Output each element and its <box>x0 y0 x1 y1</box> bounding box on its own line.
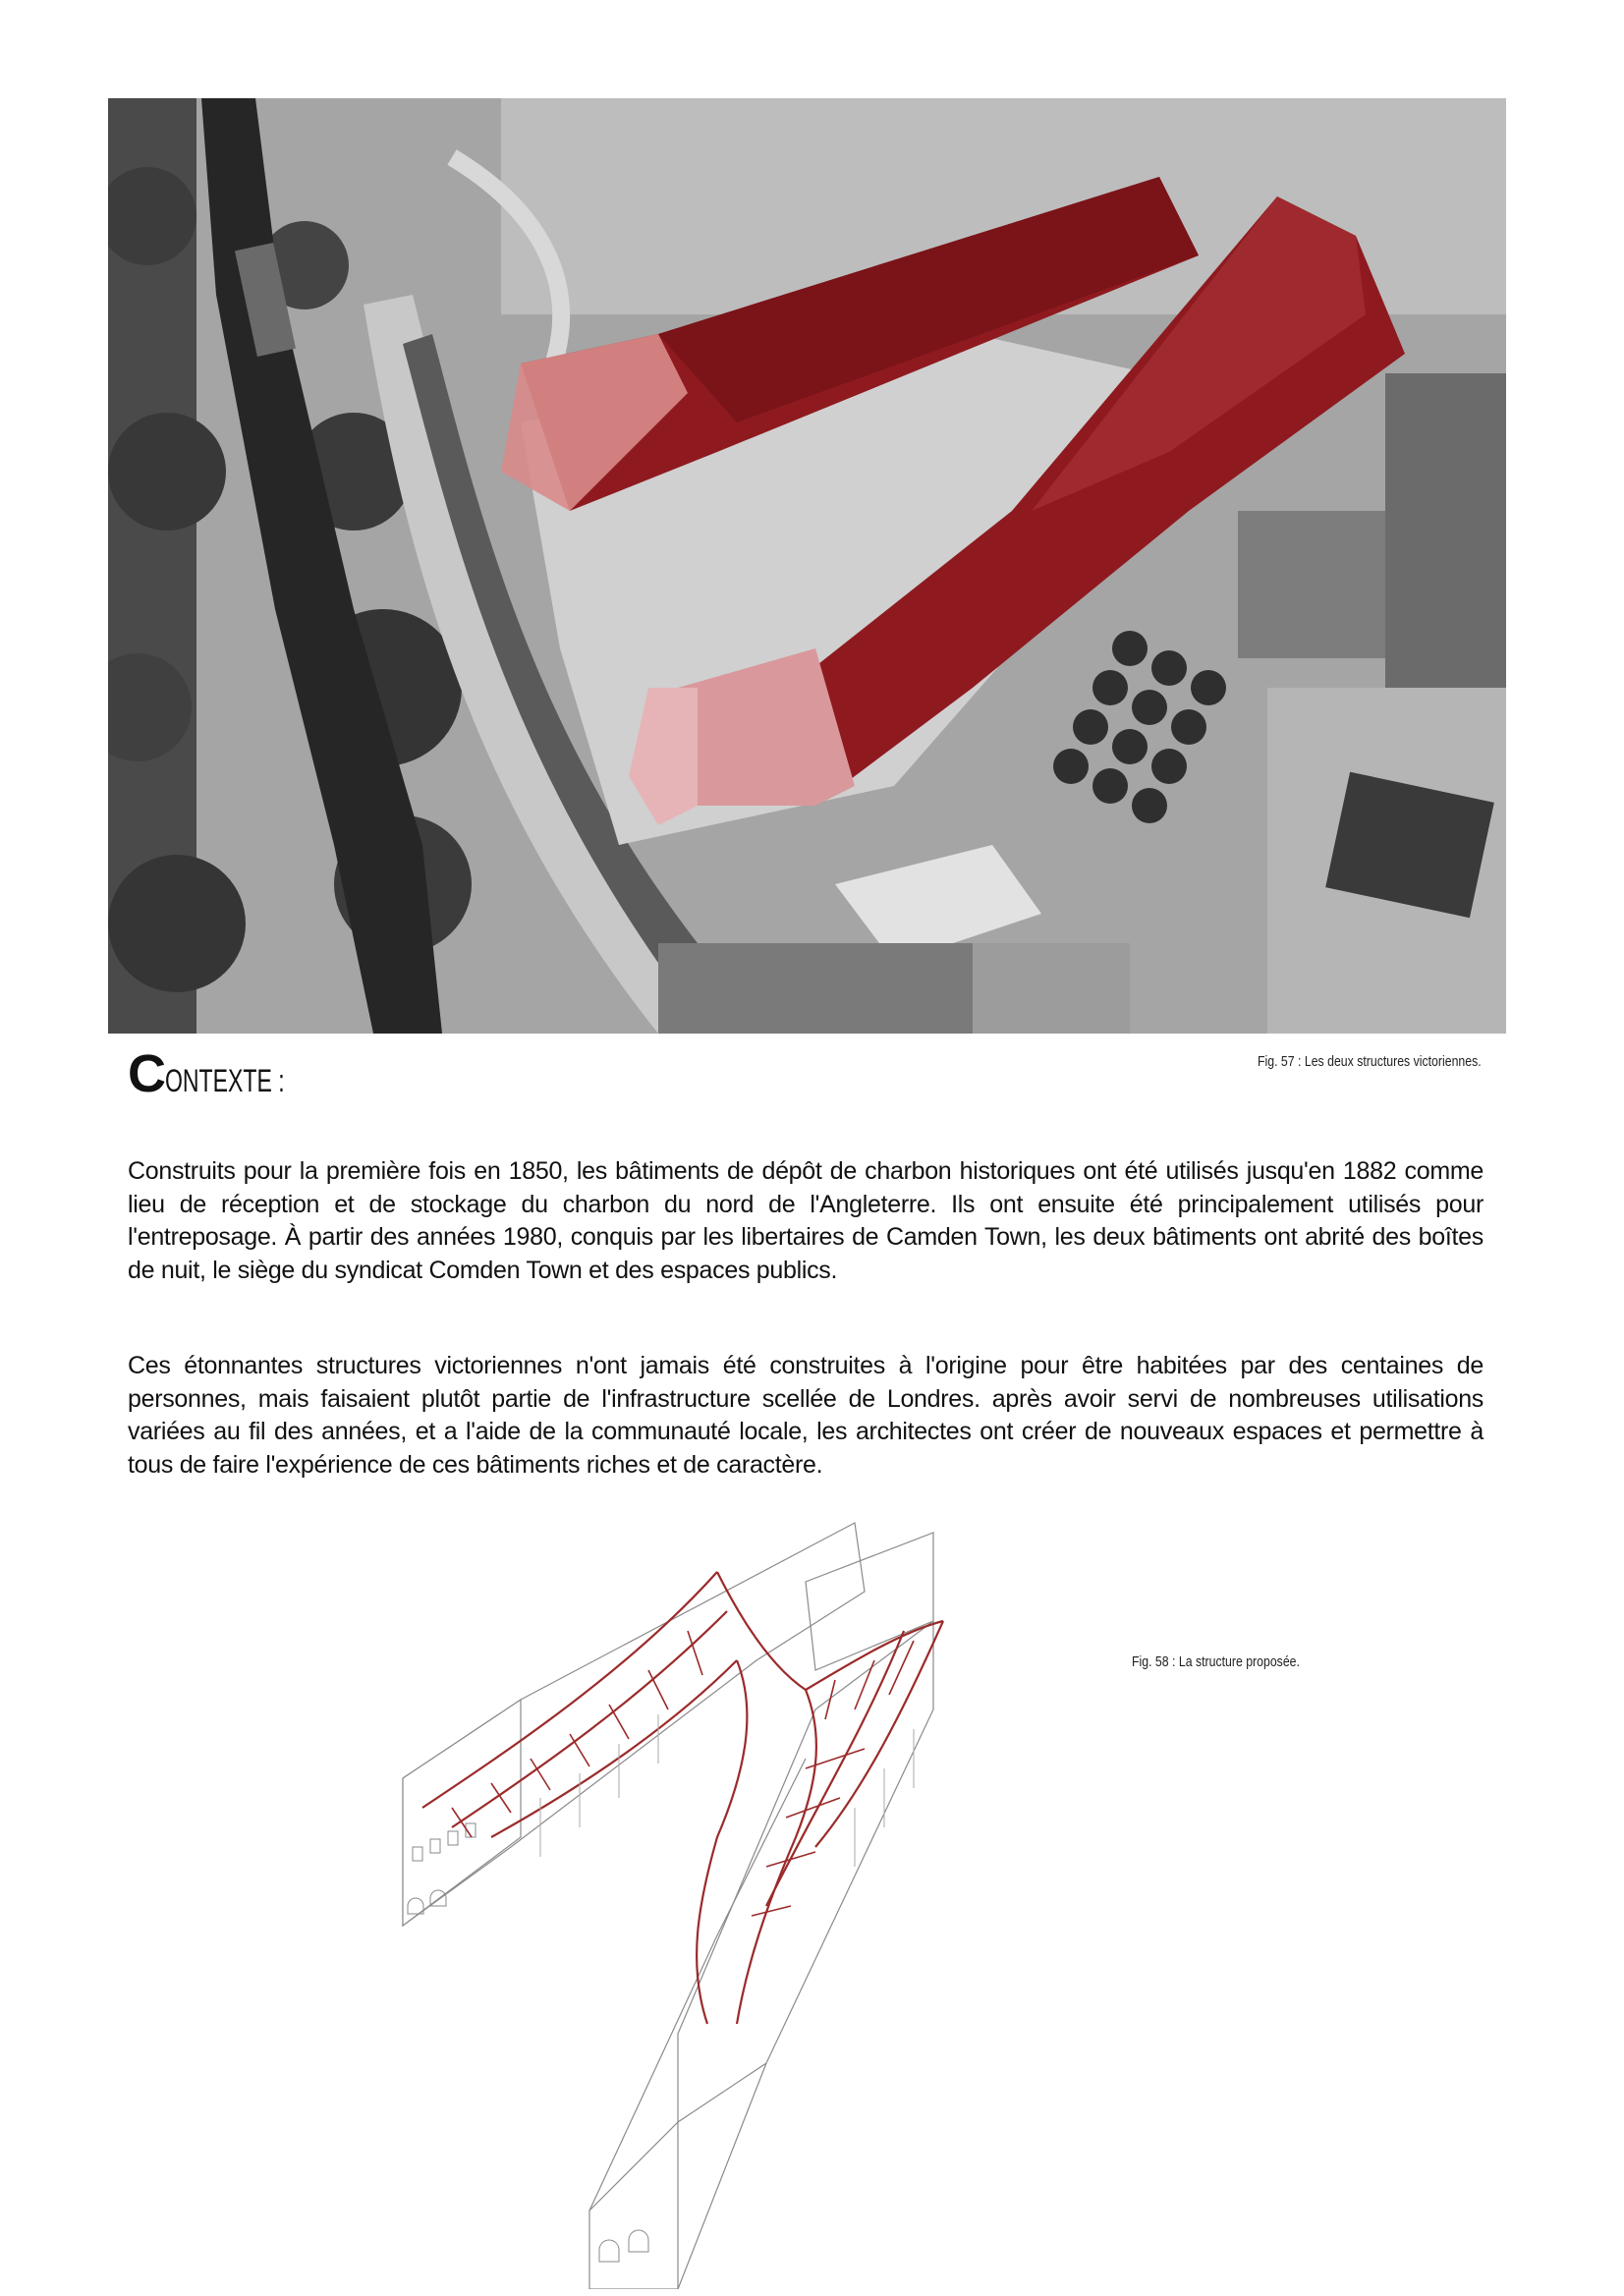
figure-58-caption: Fig. 58 : La structure proposée. <box>1132 1653 1300 1670</box>
section-heading <box>128 1043 331 1104</box>
paragraph-2: Ces étonnantes structures victoriennes n'ont jamais été construites à l'origine pour être habitées par des centaines de personnes, mais faisaient plutôt partie de l'infrastructure scellée de Londres. après avoir servi de nombreuses utilisations variées au fil des années, et a l'aide de la communauté locale, les architectes ont créer de nouveaux espaces et permettre à tous de faire l'expérience de ces bâtiments riches et de caractère. <box>128 1352 1484 1479</box>
paragraph-1: Construits pour la première fois en 1850, les bâtiments de dépôt de charbon historiques ont été utilisés jusqu'en 1882 comme lieu de réception et de stockage du charbon du nord de l'Angleterre. Ils ont ensuite été principalement utilisés pour l'entreposage. À partir des années 1980, conquis par les libertaires de Camden Town, les deux bâtiments ont abrité des boîtes de nuit, le siège du syndicat Comden Town et des espaces publics. <box>128 1157 1484 1284</box>
figure-57-caption: Fig. 57 : Les deux structures victoriennes. <box>1258 1053 1482 1070</box>
heading-initial: C <box>128 1044 165 1103</box>
isometric-structure-drawing <box>393 1513 1159 2289</box>
aerial-photo <box>108 98 1506 1034</box>
heading-rest: ONTEXTE : <box>165 1063 285 1098</box>
